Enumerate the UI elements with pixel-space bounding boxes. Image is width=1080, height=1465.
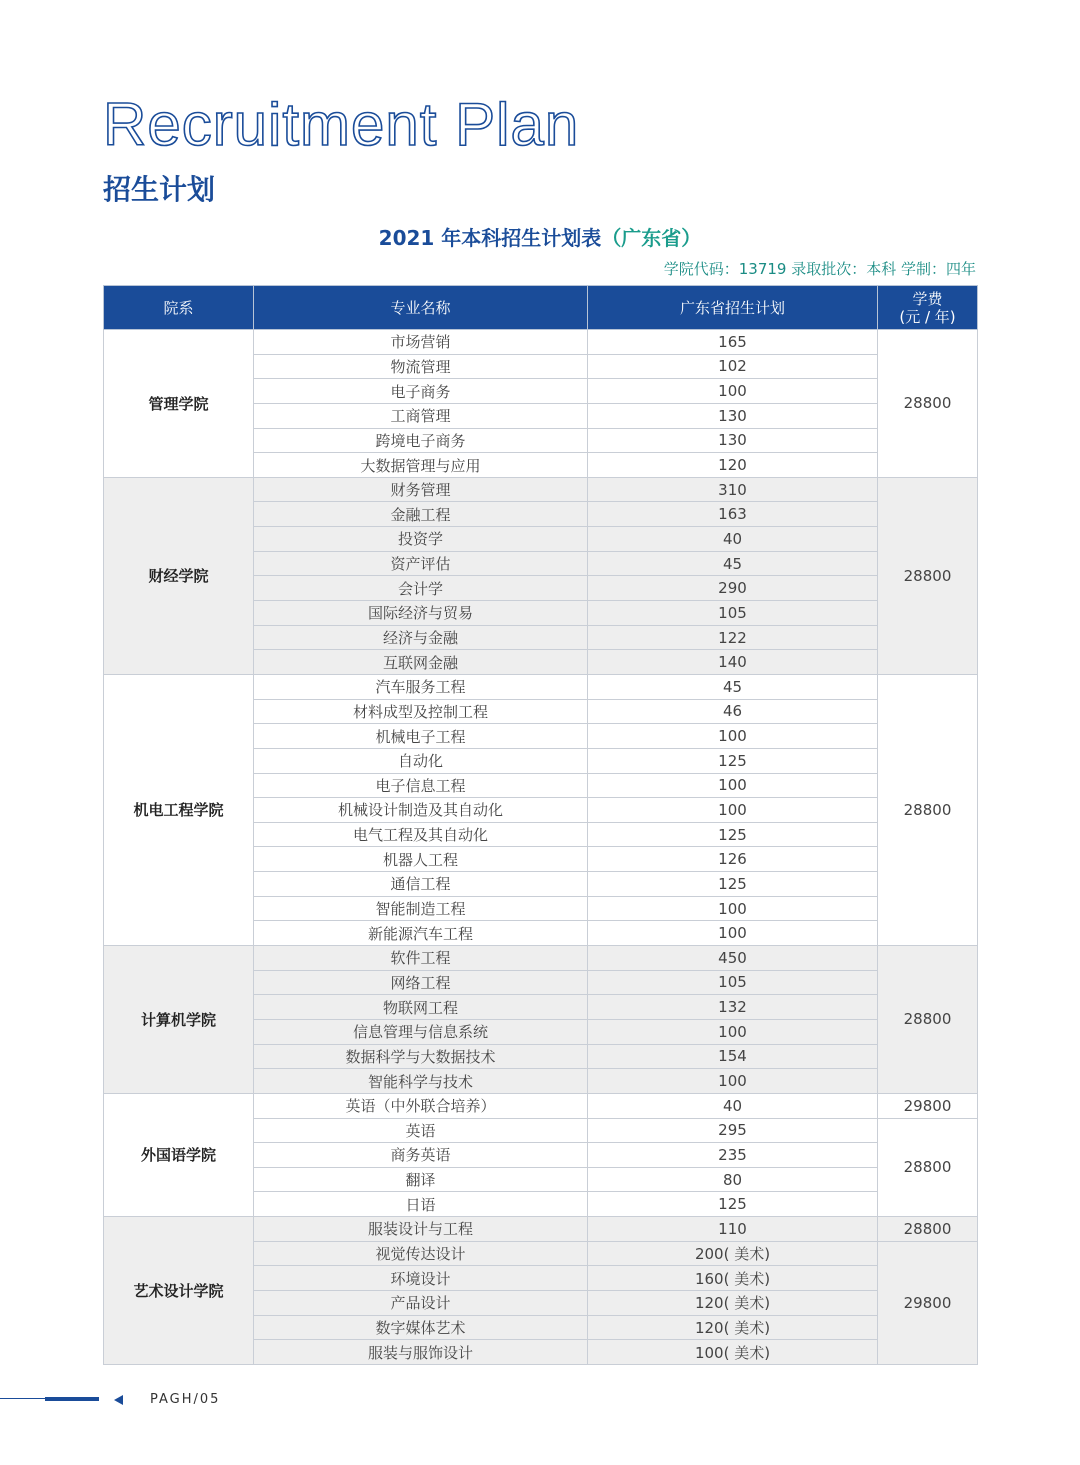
major-cell: 自动化 xyxy=(254,748,588,773)
major-cell: 物流管理 xyxy=(254,354,588,379)
plan-cell: 80 xyxy=(588,1167,878,1192)
major-cell: 电子信息工程 xyxy=(254,773,588,798)
table-row xyxy=(104,1217,978,1242)
fee-cell: 28800 xyxy=(878,1118,978,1217)
plan-cell: 45 xyxy=(588,674,878,699)
fee-cell: 28800 xyxy=(878,477,978,674)
plan-cell: 100 xyxy=(588,379,878,404)
recruitment-table xyxy=(103,285,978,1365)
major-cell: 英语 xyxy=(254,1118,588,1143)
major-cell: 环境设计 xyxy=(254,1266,588,1291)
plan-cell: 450 xyxy=(588,946,878,971)
footer-bar xyxy=(45,1397,99,1401)
major-cell: 服装与服饰设计 xyxy=(254,1340,588,1365)
major-cell: 日语 xyxy=(254,1192,588,1217)
plan-cell: 122 xyxy=(588,625,878,650)
table-body xyxy=(104,330,978,1365)
header-dept: 院系 xyxy=(104,286,254,330)
plan-cell: 126 xyxy=(588,847,878,872)
major-cell: 互联网金融 xyxy=(254,650,588,675)
plan-cell: 235 xyxy=(588,1143,878,1168)
major-cell: 经济与金融 xyxy=(254,625,588,650)
plan-cell: 125 xyxy=(588,748,878,773)
major-cell: 材料成型及控制工程 xyxy=(254,699,588,724)
dept-cell: 外国语学院 xyxy=(104,1093,254,1216)
major-cell: 工商管理 xyxy=(254,403,588,428)
major-cell: 机械电子工程 xyxy=(254,724,588,749)
major-cell: 财务管理 xyxy=(254,477,588,502)
table-row xyxy=(104,946,978,971)
table-header-row xyxy=(104,286,978,330)
major-cell: 产品设计 xyxy=(254,1290,588,1315)
major-cell: 国际经济与贸易 xyxy=(254,601,588,626)
major-cell: 视觉传达设计 xyxy=(254,1241,588,1266)
major-cell: 信息管理与信息系统 xyxy=(254,1019,588,1044)
table-row xyxy=(104,330,978,355)
plan-cell: 295 xyxy=(588,1118,878,1143)
major-cell: 通信工程 xyxy=(254,872,588,897)
major-cell: 软件工程 xyxy=(254,946,588,971)
plan-cell: 290 xyxy=(588,576,878,601)
major-cell: 机器人工程 xyxy=(254,847,588,872)
header-fee-line2: (元 / 年) xyxy=(899,307,956,326)
plan-cell: 310 xyxy=(588,477,878,502)
major-cell: 会计学 xyxy=(254,576,588,601)
plan-cell: 125 xyxy=(588,1192,878,1217)
plan-cell: 132 xyxy=(588,995,878,1020)
plan-cell: 105 xyxy=(588,601,878,626)
major-cell: 英语（中外联合培养） xyxy=(254,1093,588,1118)
plan-cell: 160( 美术) xyxy=(588,1266,878,1291)
dept-cell: 财经学院 xyxy=(104,477,254,674)
major-cell: 电子商务 xyxy=(254,379,588,404)
plan-cell: 40 xyxy=(588,1093,878,1118)
plan-cell: 163 xyxy=(588,502,878,527)
plan-cell: 200( 美术) xyxy=(588,1241,878,1266)
table-row xyxy=(104,674,978,699)
plan-cell: 130 xyxy=(588,403,878,428)
major-cell: 大数据管理与应用 xyxy=(254,453,588,478)
dept-cell: 管理学院 xyxy=(104,330,254,478)
major-cell: 投资学 xyxy=(254,527,588,552)
plan-cell: 45 xyxy=(588,551,878,576)
header-major: 专业名称 xyxy=(254,286,588,330)
plan-cell: 120 xyxy=(588,453,878,478)
plan-cell: 102 xyxy=(588,354,878,379)
page-number: PAGH/05 xyxy=(150,1392,221,1407)
dept-cell: 机电工程学院 xyxy=(104,674,254,945)
plan-cell: 165 xyxy=(588,330,878,355)
plan-cell: 40 xyxy=(588,527,878,552)
major-cell: 电气工程及其自动化 xyxy=(254,822,588,847)
header-fee-line1: 学费 xyxy=(912,289,943,308)
major-cell: 智能科学与技术 xyxy=(254,1069,588,1094)
major-cell: 金融工程 xyxy=(254,502,588,527)
plan-cell: 46 xyxy=(588,699,878,724)
plan-cell: 100 xyxy=(588,896,878,921)
plan-cell: 100 xyxy=(588,773,878,798)
plan-cell: 105 xyxy=(588,970,878,995)
major-cell: 服装设计与工程 xyxy=(254,1217,588,1242)
footer-arrow-icon xyxy=(114,1395,123,1405)
major-cell: 资产评估 xyxy=(254,551,588,576)
fee-cell: 29800 xyxy=(878,1093,978,1118)
plan-cell: 100 xyxy=(588,921,878,946)
major-cell: 物联网工程 xyxy=(254,995,588,1020)
plan-cell: 125 xyxy=(588,822,878,847)
table-title-region: （广东省） xyxy=(601,226,702,250)
table-row xyxy=(104,1093,978,1118)
major-cell: 商务英语 xyxy=(254,1143,588,1168)
fee-cell: 29800 xyxy=(878,1241,978,1364)
plan-cell: 154 xyxy=(588,1044,878,1069)
major-cell: 机械设计制造及其自动化 xyxy=(254,798,588,823)
header-plan: 广东省招生计划 xyxy=(588,286,878,330)
plan-cell: 100 xyxy=(588,1069,878,1094)
title-english: Recruitment Plan xyxy=(103,91,580,158)
fee-cell: 28800 xyxy=(878,674,978,945)
plan-cell: 125 xyxy=(588,872,878,897)
fee-cell: 28800 xyxy=(878,946,978,1094)
plan-cell: 140 xyxy=(588,650,878,675)
dept-cell: 艺术设计学院 xyxy=(104,1217,254,1365)
school-meta: 学院代码：13719 录取批次：本科 学制：四年 xyxy=(663,260,976,278)
fee-cell: 28800 xyxy=(878,330,978,478)
plan-cell: 130 xyxy=(588,428,878,453)
major-cell: 智能制造工程 xyxy=(254,896,588,921)
plan-cell: 100 xyxy=(588,1019,878,1044)
table-title-main: 2021 年本科招生计划表 xyxy=(378,226,602,250)
major-cell: 翻译 xyxy=(254,1167,588,1192)
plan-cell: 100 xyxy=(588,798,878,823)
plan-cell: 120( 美术) xyxy=(588,1290,878,1315)
footer-line xyxy=(0,1398,45,1399)
plan-cell: 120( 美术) xyxy=(588,1315,878,1340)
fee-cell: 28800 xyxy=(878,1217,978,1242)
major-cell: 新能源汽车工程 xyxy=(254,921,588,946)
plan-cell: 100 xyxy=(588,724,878,749)
plan-cell: 110 xyxy=(588,1217,878,1242)
table-row xyxy=(104,477,978,502)
major-cell: 数字媒体艺术 xyxy=(254,1315,588,1340)
major-cell: 市场营销 xyxy=(254,330,588,355)
plan-cell: 100( 美术) xyxy=(588,1340,878,1365)
major-cell: 数据科学与大数据技术 xyxy=(254,1044,588,1069)
major-cell: 汽车服务工程 xyxy=(254,674,588,699)
major-cell: 跨境电子商务 xyxy=(254,428,588,453)
header-fee xyxy=(878,286,978,330)
table-title xyxy=(0,222,1080,251)
dept-cell: 计算机学院 xyxy=(104,946,254,1094)
major-cell: 网络工程 xyxy=(254,970,588,995)
title-chinese: 招生计划 xyxy=(103,173,216,206)
